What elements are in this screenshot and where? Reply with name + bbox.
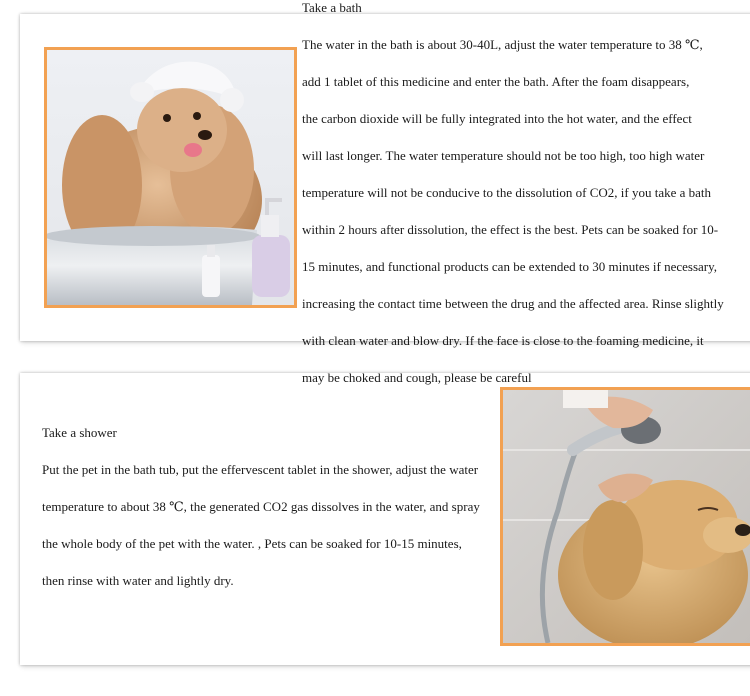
text-line: increasing the contact time between the drug and the affected area. Rinse slightly	[302, 296, 724, 311]
text-line: may be choked and cough, please be careful	[302, 370, 532, 385]
text-line: the whole body of the pet with the water. , Pets can be soaked for 10-15 minutes,	[42, 536, 462, 551]
text-line: the carbon dioxide will be fully integrated into the hot water, and the effect	[302, 111, 692, 126]
text-line: add 1 tablet of this medicine and enter the bath. After the foam disappears,	[302, 74, 690, 89]
text-line: within 2 hours after dissolution, the effect is the best. Pets can be soaked for 10-	[302, 222, 719, 237]
bath-title: Take a bath	[302, 0, 362, 15]
bath-instructions	[302, 26, 742, 396]
text-line: will last longer. The water temperature should not be too high, too high water	[302, 148, 705, 163]
text-line: temperature to about 38 ℃, the generated CO2 gas dissolves in the water, and spray	[42, 499, 480, 514]
shower-title: Take a shower	[42, 425, 117, 440]
shower-instructions	[42, 451, 502, 599]
text-line: Put the pet in the bath tub, put the effervescent tablet in the shower, adjust the water	[42, 462, 479, 477]
text-line: The water in the bath is about 30-40L, adjust the water temperature to 38 ℃,	[302, 37, 703, 52]
text-line: temperature will not be conducive to the dissolution of CO2, if you take a bath	[302, 185, 712, 200]
text-line: then rinse with water and lightly dry.	[42, 573, 234, 588]
dog-bath-photo	[44, 47, 297, 308]
text-line: with clean water and blow dry. If the face is close to the foaming medicine, it	[302, 333, 704, 348]
text-line: 15 minutes, and functional products can be extended to 30 minutes if necessary,	[302, 259, 718, 274]
dog-shower-photo	[500, 387, 750, 646]
